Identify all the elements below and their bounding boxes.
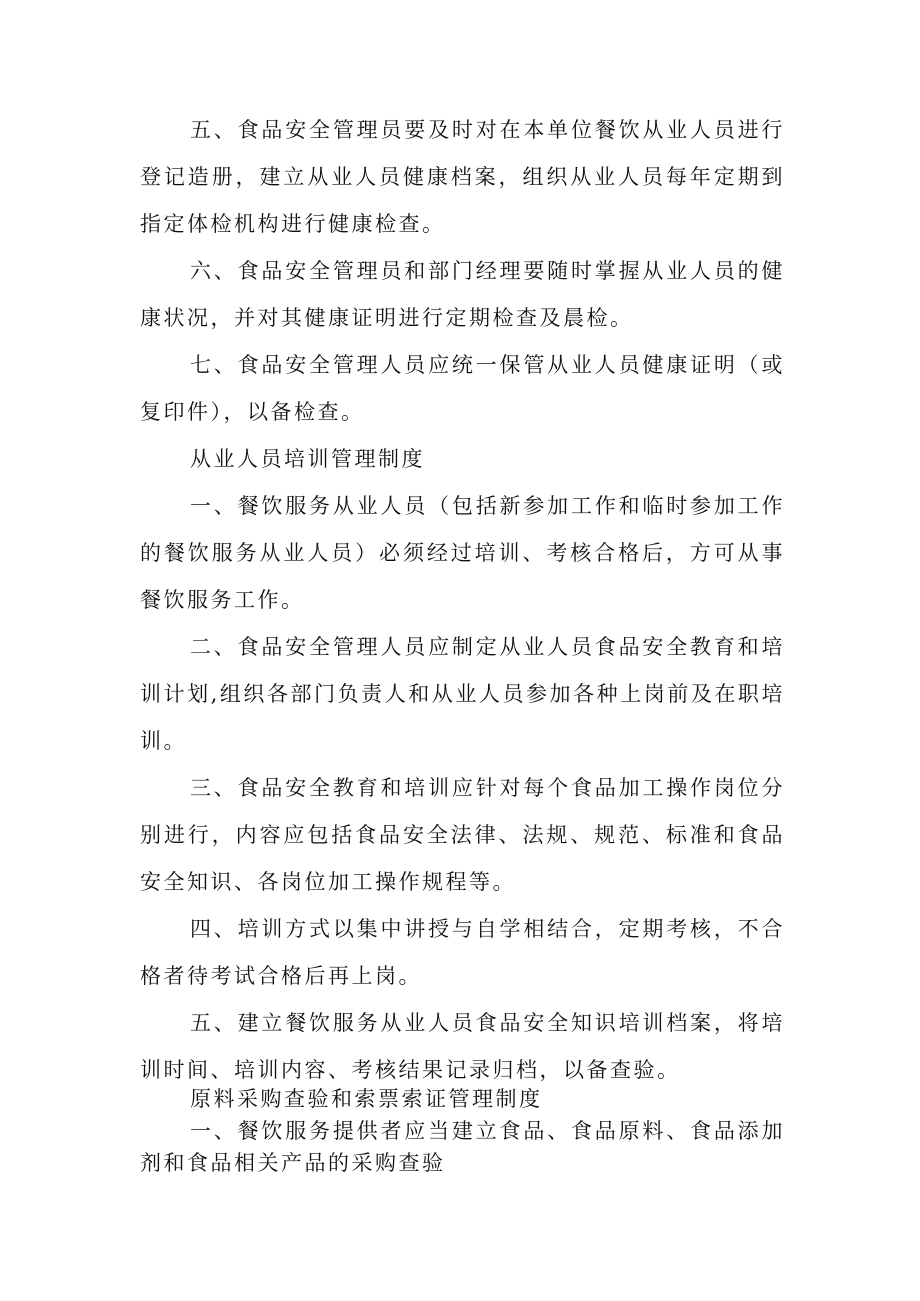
section-heading-procurement: 原料采购查验和索票索证管理制度 — [190, 1087, 543, 1111]
paragraph-five: 五、食品安全管理员要及时对在本单位餐饮从业人员进行登记造册，建立从业人员健康档案，组织从业人员每年定期到指定体检机构进行健康检查。 — [140, 118, 785, 236]
training-paragraph-three: 三、食品安全教育和培训应针对每个食品加工操作岗位分别进行，内容应包括食品安全法律、法规、规范、标准和食品安全知识、各岗位加工操作规程等。 — [140, 776, 785, 894]
procurement-paragraph-one: 一、餐饮服务提供者应当建立食品、食品原料、食品添加剂和食品相关产品的采购查验 — [140, 1119, 785, 1175]
document-footer-section — [140, 1083, 785, 1179]
training-paragraph-four: 四、培训方式以集中讲授与自学相结合，定期考核，不合格者待考试合格后再上岗。 — [140, 917, 785, 988]
paragraph-six: 六、食品安全管理员和部门经理要随时掌握从业人员的健康状况，并对其健康证明进行定期检查及晨检。 — [140, 259, 785, 330]
training-paragraph-one: 一、餐饮服务从业人员（包括新参加工作和临时参加工作的餐饮服务从业人员）必须经过培训、考核合格后，方可从事餐饮服务工作。 — [140, 494, 785, 612]
training-paragraph-five: 五、建立餐饮服务从业人员食品安全知识培训档案，将培训时间、培训内容、考核结果记录归档，以备查验。 — [140, 1011, 785, 1082]
section-heading-training: 从业人员培训管理制度 — [190, 447, 425, 471]
document-body — [140, 107, 785, 1094]
training-paragraph-two: 二、食品安全管理人员应制定从业人员食品安全教育和培训计划,组织各部门负责人和从业人员参加各种上岗前及在职培训。 — [140, 635, 785, 753]
paragraph-seven: 七、食品安全管理人员应统一保管从业人员健康证明（或复印件），以备检查。 — [140, 353, 785, 424]
